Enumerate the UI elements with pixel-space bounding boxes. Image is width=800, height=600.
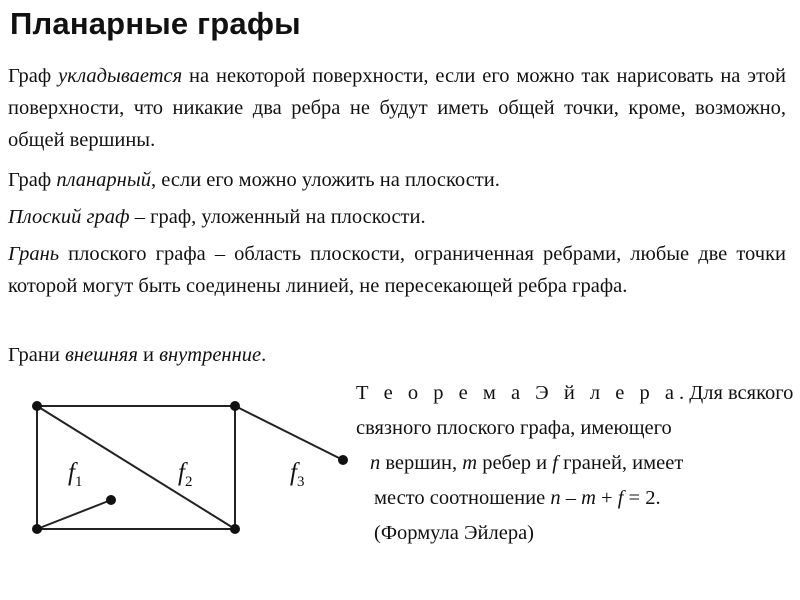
var-n: n: [370, 452, 381, 474]
graph-vertex: [338, 455, 348, 465]
term-face: Грань: [8, 243, 60, 265]
euler-theorem: [356, 376, 794, 551]
definition-plane-graph: [8, 201, 786, 233]
faces-types-lead: Грани: [8, 344, 65, 366]
graph-edge-diagonal: [37, 406, 235, 529]
formula-m: m: [581, 487, 596, 509]
face-label-f1: $f_1$: [68, 459, 83, 490]
term-embeds: укладывается: [58, 65, 183, 87]
formula-plus: +: [595, 487, 618, 509]
graph-vertex: [32, 524, 42, 534]
definition-planar: [8, 164, 786, 196]
definition-planar-body: , если его можно уложить на плоскости.: [151, 169, 500, 191]
graph-vertex: [230, 524, 240, 534]
term-outer: внешняя: [64, 344, 138, 366]
term-plane-graph: Плоский граф: [8, 206, 130, 228]
graph-vertex: [230, 401, 240, 411]
definition-embedding-lead: Граф: [8, 65, 59, 87]
graph-edge-pendant-inner: [37, 500, 111, 529]
formula-n: n: [550, 487, 561, 509]
definition-embedding: [8, 60, 786, 156]
formula-f: f: [617, 487, 624, 509]
var-m: m: [462, 452, 478, 474]
faces-types-period: .: [261, 344, 267, 366]
theorem-line-5: (Формула Эйлера): [374, 522, 534, 544]
graph-vertex: [32, 401, 42, 411]
term-inner: внутренние: [159, 344, 262, 366]
theorem-line-4-a: место соотношение: [374, 487, 551, 509]
theorem-name: Т е о р е м а Э й л е р а: [356, 382, 679, 404]
definition-face: [8, 238, 786, 302]
theorem-line-4: [374, 481, 786, 516]
definition-face-body: плоского графа – область плоскости, ограниченная ребрами, любые две точки которой могут быть соединены линией, не пересекающей ребра графа.: [8, 243, 786, 297]
graph-edge-pendant-outer: [235, 406, 343, 460]
definition-embedding-body: на некоторой поверхности, если его можно так нарисовать на этой поверхности, что никакие два ребра не будут иметь общей точки, кроме, возможно, общей вершины.: [8, 65, 786, 151]
face-label-f3: $f_3$: [290, 459, 305, 490]
theorem-line-2: связного плоского графа, имеющего: [356, 417, 672, 439]
var-f: f: [552, 452, 558, 474]
face-label-f2: $f_2$: [178, 459, 193, 490]
faces-types-and: и: [137, 344, 160, 366]
definition-plane-graph-body: – граф, уложенный на плоскости.: [129, 206, 426, 228]
page-title: Планарные графы: [10, 6, 301, 41]
theorem-line-3: [370, 446, 786, 481]
theorem-line-3-a: вершин,: [380, 452, 463, 474]
formula-equals: = 2.: [623, 487, 661, 509]
theorem-line-3-b: ребер и: [477, 452, 553, 474]
definition-planar-lead: Граф: [8, 169, 57, 191]
faces-types: [8, 339, 786, 371]
term-planar: планарный: [56, 169, 151, 191]
theorem-line-3-c: граней, имеет: [558, 452, 684, 474]
formula-minus: –: [560, 487, 582, 509]
theorem-line-1: [356, 376, 794, 411]
theorem-line-1-rest: . Для всякого: [678, 382, 794, 404]
planar-graph-diagram: [0, 380, 370, 550]
graph-vertex: [106, 495, 116, 505]
